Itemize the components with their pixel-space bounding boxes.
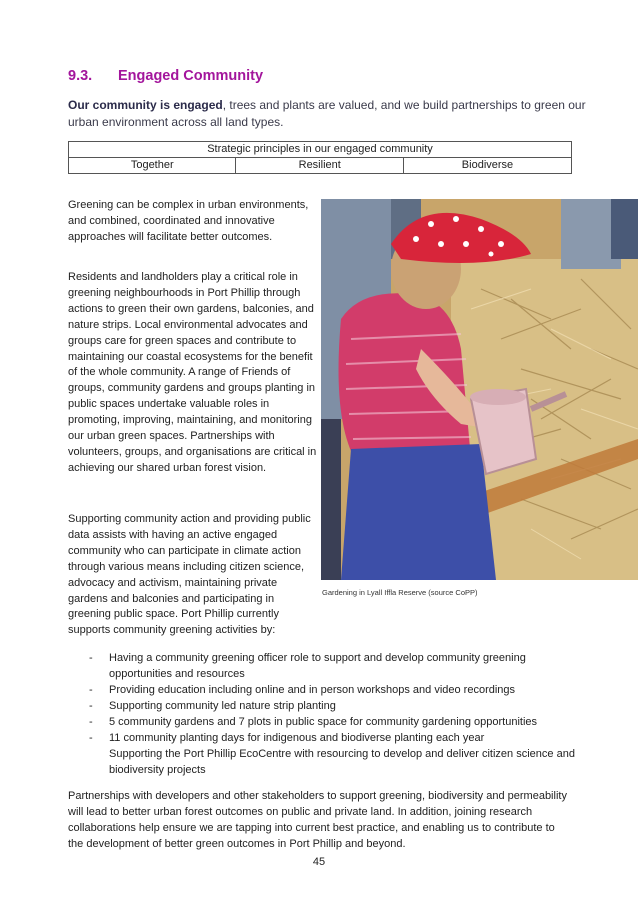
paragraph-text: Supporting community action and providing public data assists with having an active engaged community who can participate in climate action through various means including citizen science, advocacy and activism, maintaining private gardens and balconies and participating in greening public space. Port Phillip currently supports community greening activities by:	[68, 513, 311, 637]
bullet-dash: -	[89, 684, 93, 696]
list-item-text: Supporting the Port Phillip EcoCentre with resourcing to develop and deliver citizen science and biodiversity projects	[109, 748, 575, 776]
photo-caption: Gardening in Lyall Iffla Reserve (source CoPP)	[322, 588, 478, 597]
list-item-text: Supporting community led nature strip planting	[109, 700, 336, 712]
list-item-text: 5 community gardens and 7 plots in public space for community gardening opportunities	[109, 716, 538, 728]
principle-resilient: Resilient	[236, 158, 403, 174]
table-header-cell: Strategic principles in our engaged community	[69, 142, 572, 158]
principles-table	[68, 141, 572, 174]
section-heading	[68, 68, 263, 84]
list-item-text: 11 community planting days for indigenous and biodiverse planting each year	[109, 732, 485, 744]
page-number: 45	[312, 856, 326, 868]
paragraph-text: Greening can be complex in urban environments, and combined, coordinated and innovative approaches will facilitate better outcomes.	[68, 199, 309, 243]
intro-statement	[68, 97, 588, 131]
bullet-dash: -	[89, 732, 93, 744]
bullet-dash: -	[89, 652, 93, 664]
principle-together: Together	[69, 158, 236, 174]
bullet-list	[68, 650, 588, 778]
paragraph-text: Residents and landholders play a critical role in greening neighbourhoods in Port Phillip through actions to green their own gardens, balconies, and nature strips. Local environmental advocates and groups care for green spaces and contribute to maintaining our coastal ecosystems for the benefit of the whole community. A range of Friends of groups, community gardens and groups planting in public spaces undertake valuable roles in promoting, improving, maintaining, and monitoring our urban green spaces. Partnerships with volunteers, groups, and organisations are critical in achieving our shared urban forest vision.	[68, 271, 317, 474]
intro-rest: , trees and plants are valued, and we build partnerships to green our urban environment across all land types.	[68, 98, 586, 129]
principle-biodiverse: Biodiverse	[403, 158, 571, 174]
list-item-text: Providing education including online and in person workshops and video recordings	[109, 684, 516, 696]
bullet-dash: -	[89, 716, 93, 728]
paragraph-1	[68, 198, 318, 246]
intro-bold: Our community is engaged	[68, 98, 223, 112]
table-row	[69, 158, 572, 174]
table-header-row	[69, 142, 572, 158]
list-item	[68, 730, 588, 746]
list-item	[68, 650, 588, 682]
section-number: 9.3.	[68, 68, 93, 84]
list-item-text: Having a community greening officer role to support and develop community greening opportunities and resources	[109, 652, 526, 680]
list-item	[68, 682, 588, 698]
paragraph-2	[68, 270, 318, 477]
paragraph-3	[68, 512, 318, 639]
section-title: Engaged Community	[118, 68, 264, 84]
list-item-continuation	[68, 746, 588, 778]
list-item	[68, 714, 588, 730]
bullet-dash: -	[89, 700, 93, 712]
list-item	[68, 698, 588, 714]
closing-paragraph: Partnerships with developers and other stakeholders to support greening, biodiversity and permeability will lead to better urban forest outcomes on public and private land. In addition, joining research collaborations help ensure we are tapping into current best practice, and enabling us to contribute to the development of better green outcomes in Port Phillip and beyond.	[68, 790, 567, 850]
gardening-photo	[321, 199, 638, 580]
